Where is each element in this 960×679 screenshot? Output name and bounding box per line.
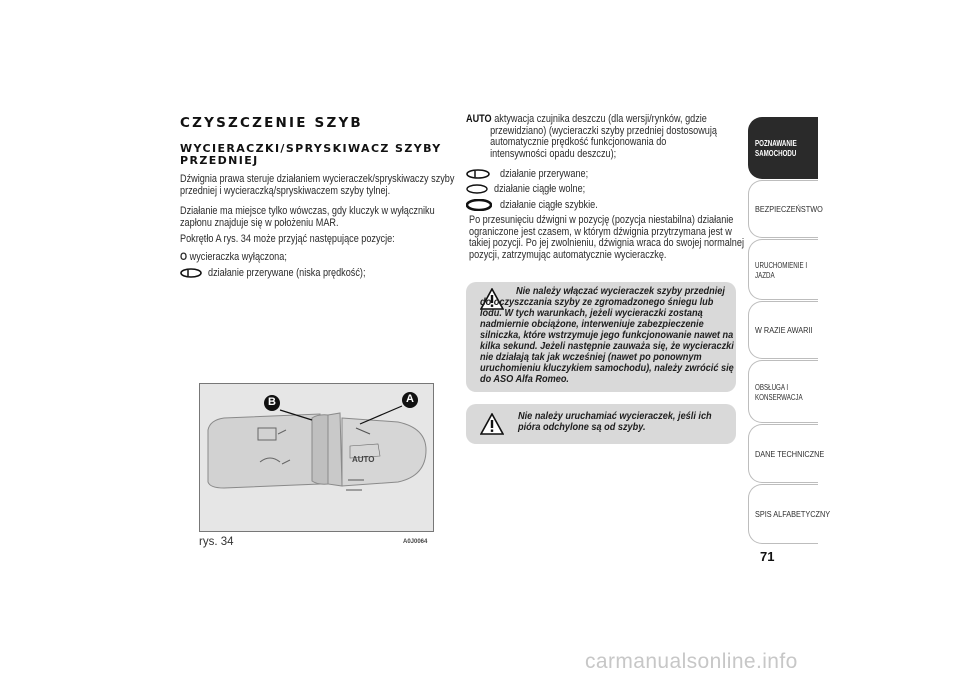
- warning-text-blades: Nie należy uruchamiać wycieraczek, jeśli ich pióra odchylone są od szyby.: [518, 411, 712, 433]
- auto-label: AUTO: [466, 113, 492, 125]
- position-off-text: wycieraczka wyłączona;: [189, 251, 287, 263]
- slow-wiper-icon: [466, 184, 488, 194]
- auto-position: [466, 114, 746, 160]
- paragraph-lever-position: Po przesunięciu dźwigni w pozycję (pozycja niestabilna) działanie ograniczone jest czasem, w którym dźwignia przytrzymana jest w takiej pozycji. Po jej zwolnieniu, dźwignia wraca do swojej normalnej pozycji, zatrzymując automatycznie wycieraczkę.: [469, 214, 744, 261]
- label-a: A: [406, 393, 414, 405]
- wiper-lever-illustration: [200, 384, 433, 531]
- item-slow-text: działanie ciągłe wolne;: [494, 183, 586, 195]
- warning-text-snow: Nie należy włączać wycieraczek szyby przedniej do oczyszczania szyby ze zgromadzonego śniegu lub lodu. W tych warunkach, jeżeli wycieraczki zostaną nadmiernie obciążone, interweniuje zabezpieczenie silniczka, które wstrzymuje jego funkcjonowanie nawet na kilka sekund. Jeżeli następnie zauważa się, że wycieraczki nie działają tak jak wcześniej (nawet po ponownym uruchomieniu kluczykiem samochodu), należy zwrócić się do ASO Alfa Romeo.: [480, 286, 734, 385]
- auto-text-line1: aktywacja czujnika deszczu (dla wersji/rynków, gdzie: [494, 113, 707, 125]
- auto-text-rest: przewidziano) (wycieraczki szyby przedniej dostosowują automatycznie prędkość funkcjonowania do intensywności opadu deszczu);: [490, 124, 717, 160]
- tab-spis-alfabetyczny[interactable]: SPIS ALFABETYCZNY: [748, 484, 818, 544]
- knob-auto-text: AUTO: [352, 455, 375, 464]
- tab-bezpieczenstwo[interactable]: BEZPIECZEŃSTWO: [748, 180, 818, 238]
- section-heading: CZYSZCZENIE SZYB: [180, 115, 363, 131]
- position-off: [180, 252, 287, 264]
- label-b: B: [268, 396, 276, 408]
- intermittent-wiper-icon: [466, 169, 490, 179]
- tab-uruchomienie-jazda[interactable]: URUCHOMIENIE I JAZDA: [748, 239, 818, 300]
- tab-dane-techniczne[interactable]: DANE TECHNICZNE: [748, 424, 818, 483]
- item-fast-text: działanie ciągłe szybkie.: [500, 199, 598, 211]
- watermark: carmanualsonline.info: [585, 650, 798, 673]
- paragraph-lever: Dźwignia prawa steruje działaniem wycieraczek/spryskiwaczy szyby przedniej i wycieraczką/spryskiwaczem szyby tylnej.: [180, 173, 455, 197]
- tab-poznawanie-samochodu[interactable]: POZNAWANIE SAMOCHODU: [748, 117, 818, 179]
- position-intermittent-text: działanie przerywane (niska prędkość);: [208, 267, 366, 279]
- paragraph-knob: Pokrętło A rys. 34 może przyjąć następujące pozycje:: [180, 233, 395, 245]
- item-intermittent-text: działanie przerywane;: [500, 168, 589, 180]
- subsection-heading: WYCIERACZKI/SPRYSKIWACZ SZYBY PRZEDNIEJ: [180, 142, 442, 167]
- page-number: 71: [760, 549, 775, 564]
- tab-obsluga-konserwacja[interactable]: OBSŁUGA I KONSERWACJA: [748, 360, 818, 423]
- off-symbol: O: [180, 251, 188, 263]
- figure-code: A0J0064: [403, 539, 428, 545]
- warning-box-snow: [466, 282, 736, 392]
- tab-w-razie-awarii[interactable]: W RAZIE AWARII: [748, 301, 818, 359]
- intermittent-wiper-icon: [180, 268, 202, 278]
- warning-icon: [480, 413, 504, 435]
- wiper-lever-figure: [199, 383, 434, 532]
- fast-wiper-icon: [466, 199, 492, 211]
- warning-box-blades: [466, 404, 736, 444]
- paragraph-ignition: Działanie ma miejsce tylko wówczas, gdy kluczyk w wyłączniku zapłonu znajduje się w położeniu MAR.: [180, 205, 435, 229]
- figure-caption: rys. 34: [199, 536, 234, 548]
